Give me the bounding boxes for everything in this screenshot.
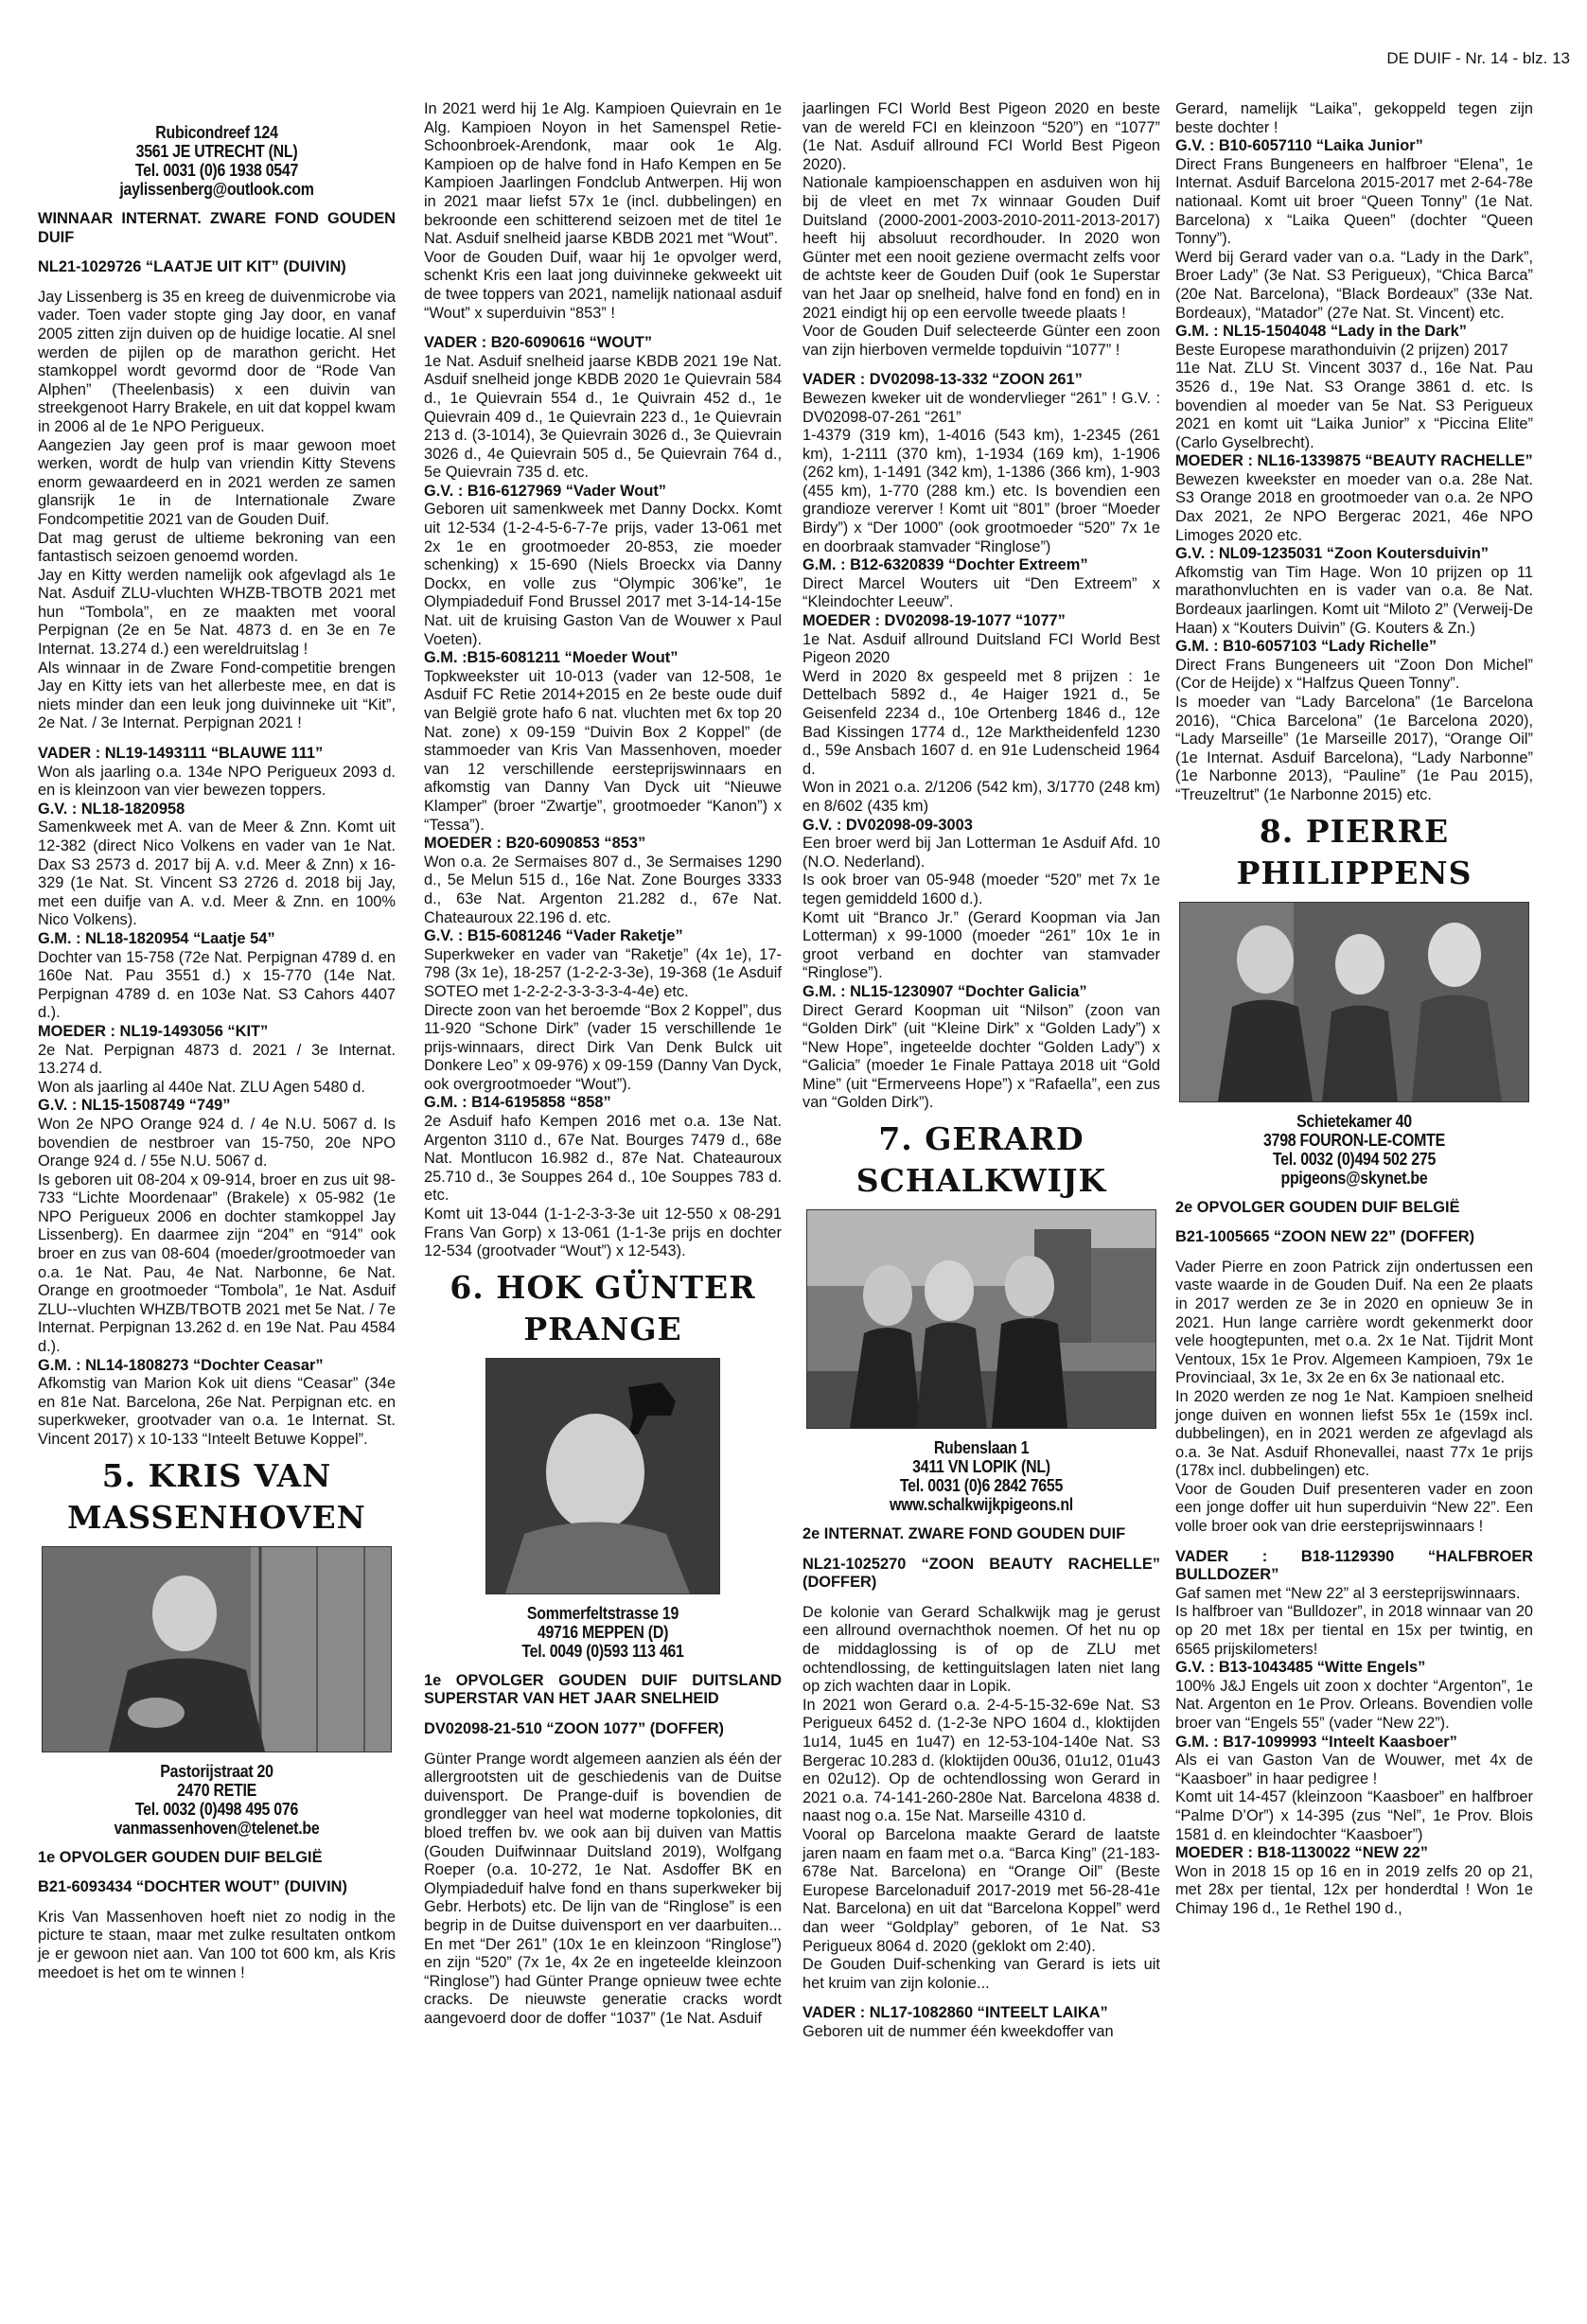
paragraph: Direct Gerard Koopman uit “Nilson” (zoon van “Golden Dirk” (uit “Kleine Dirk” x “Golden Lady”) x “New Hope”, ingeteelde dochter “Golden Lady”) x “Galicia” (moeder 1e Finale Pattaya 2018 uit “Gold Mine” (uit “Ermerveens Hope”) x “Rafaella”, een zus van “Golden Dirk”). <box>802 1001 1160 1112</box>
pedigree-gv: G.V. : B13-1043485 “Witte Engels” <box>1175 1659 1426 1677</box>
pedigree-gm: G.M. : B12-6320839 “Dochter Extreem” <box>802 556 1088 574</box>
ring-number: NL21-1025270 “ZOON BEAUTY RACHELLE” (DOFFER) <box>802 1555 1160 1592</box>
address-line: Tel. 0031 (0)6 1938 0547 <box>134 160 299 180</box>
column-1 <box>38 100 396 1982</box>
photo-pierre-philippens <box>1179 902 1529 1102</box>
paragraph: Komt uit 14-457 (kleinzoon “Kaasboer” en halfbroer “Palme D’Or”) x 14-395 (zus “Nel”, 1e Prov. Blois 1581 d. en kleindochter “Kaasboer”) <box>1175 1788 1533 1843</box>
ring-number: DV02098-21-510 “ZOON 1077” (DOFFER) <box>424 1720 725 1737</box>
page-header: DE DUIF - Nr. 14 - blz. 13 <box>1386 49 1570 67</box>
address-line: 3561 JE UTRECHT (NL) <box>135 141 298 161</box>
paragraph: 2e Nat. Perpignan 4873 d. 2021 / 3e Internat. 13.274 d. <box>38 1041 396 1078</box>
address-line: ppigeons@skynet.be <box>1280 1167 1428 1188</box>
award-title: 1e OPVOLGER GOUDEN DUIF BELGIË <box>38 1848 323 1866</box>
paragraph: Als ei van Gaston Van de Wouwer, met 4x de “Kaasboer” in haar pedigree ! <box>1175 1752 1533 1787</box>
paragraph: Jay Lissenberg is 35 en kreeg de duivenmicrobe via vader. Toen vader stopte ging Jay door, en vanaf 2005 zitten zijn duiven op de huidige locatie. Al snel werden de pijlen op de marathon gericht. Het stamkoppel wordt gevormd door de “Rode Van Alphen” (Theelenbasis) x een duivin van streekgenoot Harry Brakele, en uit dat koppel kwam in 2006 al de 1e NPO Perigueux. <box>38 288 396 435</box>
column-4 <box>1175 100 1533 1919</box>
paragraph: Aangezien Jay geen prof is maar gewoon moet werken, wordt de hulp van vriendin Kitty Stevens enorm gewaardeerd en in 2021 werden ze samen glansrijk 1e in de Internationale Zware Fondcompetitie 2021 van de Gouden Duif. <box>38 436 396 528</box>
paragraph: In 2021 werd hij 1e Alg. Kampioen Quievrain en 1e Alg. Kampioen Noyon in het Samenspel Retie-Schoonbroek-Arendonk, maar ook 1e Alg. Kampioen op de halve fond in Hafo Kempen en 5e Kampioen Jaarlingen Fondclub Antwerpen. Hij won in 2021 maar liefst 57x 1e (incl. dubbelingen) en bekroonde een schitterend seizoen met de titel 1e Nat. Asduif snelheid jaarse KBDB 2021 met “Wout”. <box>424 100 782 248</box>
pedigree-father: VADER : DV02098-13-332 “ZOON 261” <box>802 371 1083 389</box>
pedigree-father: VADER : B20-6090616 “WOUT” <box>424 334 653 352</box>
paragraph: Superkweker en vader van “Raketje” (4x 1e), 17-798 (3x 1e), 18-257 (1-2-2-3-3e), 19-368 (1e Asduif SOTEO met 1-2-2-2-3-3-3-3-4-4e) etc. <box>424 945 782 1000</box>
paragraph: Voor de Gouden Duif presenteren vader en zoon een jonge doffer uit hun superduivin “New 22”. Een volle broer ook van drie eersteprijswinnaars ! <box>1175 1480 1533 1536</box>
pedigree-gm: G.M. : B17-1099993 “Inteelt Kaasboer” <box>1175 1733 1457 1751</box>
address-line: Tel. 0031 (0)6 2842 7655 <box>899 1475 1064 1496</box>
paragraph: Afkomstig van Tim Hage. Won 10 prijzen op 11 marathonvluchten en is vader van o.a. 8e Nat. Bordeaux jaarlingen. Komt uit “Miloto 2” (Verweij-De Haan) x “Kouters Duivin” (G. Kouters & Zn.) <box>1175 563 1533 637</box>
pedigree-gv: G.V. : NL18-1820958 <box>38 800 185 818</box>
paragraph: Afkomstig van Marion Kok uit diens “Ceasar” (34e en 81e Nat. Barcelona, 26e Nat. Perpignan etc. en superkweker, grootvader van o.a. 1e Internat. St. Vincent 2017) x 10-133 “Inteelt Betuwe Koppel”. <box>38 1375 396 1448</box>
paragraph: Dochter van 15-758 (72e Nat. Perpignan 4789 d. en 160e Nat. Pau 3551 d.) x 15-770 (14e Nat. Perpignan 4789 d. en 103e Nat. S3 Cahors 4407 d.). <box>38 948 396 1022</box>
pedigree-gv: G.V. : NL15-1508749 “749” <box>38 1097 231 1115</box>
address-line: 49716 MEPPEN (D) <box>537 1621 669 1642</box>
photo-kris-van-massenhoven <box>42 1546 392 1752</box>
paragraph: Won als jaarling o.a. 134e NPO Perigueux 2093 d. en is kleinzoon van vier bewezen toppers. <box>38 763 396 800</box>
paragraph: Won in 2021 o.a. 2/1206 (542 km), 3/1770 (248 km) en 8/602 (435 km) <box>802 779 1160 815</box>
paragraph: jaarlingen FCI World Best Pigeon 2020 en beste van de wereld FCI en kleinzoon “520”) en “1077” (1e Nat. Asduif allround FCI World Best Pigeon 2020). <box>802 100 1160 173</box>
pedigree-gm: G.M. : B10-6057103 “Lady Richelle” <box>1175 638 1437 656</box>
pedigree-mother: MOEDER : B18-1130022 “NEW 22” <box>1175 1844 1428 1862</box>
paragraph: Komt uit “Branco Jr.” (Gerard Koopman via Jan Lotterman) x 99-1000 (moeder “261” 10x 1e in groot verband en dochter van stamvader “Ringlose”). <box>802 908 1160 982</box>
address-line: Schietekamer 40 <box>1296 1110 1412 1131</box>
address-line: 3411 VN LOPIK (NL) <box>912 1456 1050 1477</box>
award-title: 2e INTERNAT. ZWARE FOND GOUDEN DUIF <box>802 1525 1126 1543</box>
address-line: jaylissenberg@outlook.com <box>119 179 314 199</box>
paragraph: Won 2e NPO Orange 924 d. / 4e N.U. 5067 d. Is bovendien de nestbroer van 15-750, 20e NPO Orange 924 d. / 55e N.U. 5067 d. <box>38 1115 396 1171</box>
paragraph: Dat mag gerust de ultieme bekroning van een fantastisch seizoen genoemd worden. <box>38 529 396 566</box>
paragraph: Kris Van Massenhoven hoeft niet zo nodig in the picture te staan, maar met zulke resultaten ontkom je er gewoon niet aan. Van 100 tot 600 km, als Kris meedoet is het om te winnen ! <box>38 1908 396 1981</box>
section-heading-6: 6. HOK GÜNTER PRANGE <box>450 1268 756 1347</box>
address-line: Rubicondreef 124 <box>155 122 278 142</box>
section-heading-8: 8. PIERRE PHILIPPENS <box>1236 812 1472 891</box>
pedigree-gv: G.V. : B15-6081246 “Vader Raketje” <box>424 927 683 945</box>
paragraph: Als winnaar in de Zware Fond-competitie brengen Jay en Kitty iets van het allerbeste mee, en dat is niets minder dan een leuk jong duivinneke uit “Kit”, 2e Nat. / 3e Internat. Perpignan 2021 ! <box>38 659 396 732</box>
section-heading-5: 5. KRIS VAN MASSENHOVEN <box>67 1456 366 1536</box>
paragraph: Is geboren uit 08-204 x 09-914, broer en zus uit 98-733 “Lichte Moordenaar” (Brakele) x 05-982 (1e NPO Perigueux 2006 en dochter stamkoppel Jay Lissenberg). En daarmee zijn “204” en “914” ook broer en zus van 08-604 (moeder/grootmoeder van o.a. 1e Nat. Pau, 4e Nat. Narbonne, 6e Nat. Orange en grootmoeder “Tombola”, 1e Nat. Asduif ZLU--vluchten WHZB/TBOTB 2021 met 5e Nat. / 7e Internat. Perpignan 13.262 d. en 19e Nat. Pau 4584 d.). <box>38 1171 396 1356</box>
paragraph: Direct Marcel Wouters uit “Den Extreem” x “Kleindochter Leeuw”. <box>802 574 1160 611</box>
paragraph: Geboren uit de nummer één kweekdoffer van <box>802 2022 1114 2040</box>
photo-gunter-prange <box>485 1358 720 1594</box>
ring-number: B21-6093434 “DOCHTER WOUT” (DUIVIN) <box>38 1878 347 1896</box>
pedigree-father: VADER : NL19-1493111 “BLAUWE 111” <box>38 745 324 763</box>
pedigree-mother: MOEDER : B20-6090853 “853” <box>424 835 646 853</box>
address-line: www.schalkwijkpigeons.nl <box>890 1494 1073 1515</box>
paragraph: Komt uit 13-044 (1-1-2-3-3-3e uit 12-550 x 08-291 Frans Van Gorp) x 13-061 (1-1-3e prijs en dochter 12-534 (grootvader “Wout”) x 12-543). <box>424 1206 782 1260</box>
pedigree-gm: G.M. : NL15-1504048 “Lady in the Dark” <box>1175 323 1467 341</box>
paragraph: Günter Prange wordt algemeen aanzien als één der allergrootsten uit de geschiedenis van de Duitse duivensport. De Prange-duif is bovendien de grondlegger van heel wat moderne topkolonies, dit bloed treffen bv. we ook aan bij duiven van Mattis (Gouden Duifwinnaar Duitsland 2019), Wolfgang Roeper (o.a. 10-272, 1e Nat. Asdoffer BK en Olympiadeduif halve fond en thans superkweker bij Gebr. Herbots) etc. De lijn van de “Ringlose” is een begrip in de Duitse duivensport en ver daarbuiten... En met “Der 261” (10x 1e en kleinzoon “Ringlose”) en zijn “520” (7x 1e, 4x 2e en ingeteelde kleinzoon “Ringlose”) had Günter Prange opnieuw twee echte cracks. De nieuwste generatie cracks wordt aangevoerd door de doffer “1037” (1e Nat. Asduif <box>424 1750 782 2027</box>
address-line: 2470 RETIE <box>176 1779 257 1800</box>
pedigree-gv: G.V. : NL09-1235031 “Zoon Koutersduivin” <box>1175 545 1489 563</box>
paragraph: Won o.a. 2e Sermaises 807 d., 3e Sermaises 1290 d., 5e Melun 515 d., 16e Nat. Zone Bourges 3333 d., 63e Nat. Argenton 21.282 d., 67e Nat. Chateauroux 22.196 d. etc. <box>424 853 782 926</box>
pedigree-gm: G.M. :B15-6081211 “Moeder Wout” <box>424 649 679 667</box>
award-title: 1e OPVOLGER GOUDEN DUIF DUITSLAND SUPERSTAR VAN HET JAAR SNELHEID <box>424 1671 782 1708</box>
paragraph: Won in 2018 15 op 16 en in 2019 zelfs 20 op 21, met 28x per tiental, 12x per honderdtal ! Won 1e Chimay 196 d., 1e Rethel 190 d., <box>1175 1862 1533 1917</box>
paragraph: 1e Nat. Asduif allround Duitsland FCI World Best Pigeon 2020 <box>802 630 1160 667</box>
address-line: Pastorijstraat 20 <box>160 1760 273 1781</box>
paragraph: 100% J&J Engels uit zoon x dochter “Argenton”, 1e Nat. Argenton en 1e Prov. Orleans. Bovendien volle broer van “Engels 55” (vader “New 22”). <box>1175 1677 1533 1732</box>
paragraph: Voor de Gouden Duif selecteerde Günter een zoon van zijn hierboven vermelde topduivin “1077” ! <box>802 323 1160 359</box>
paragraph: Bewezen kweekster en moeder van o.a. 28e Nat. S3 Orange 2018 en grootmoeder van o.a. 2e NPO Dax 2021, 2e NPO Bergerac 2021, 46e NPO Limoges 2020 etc. <box>1175 470 1533 544</box>
pedigree-father: VADER : B18-1129390 “HALFBROER BULLDOZER” <box>1175 1547 1533 1584</box>
award-title: WINNAAR INTERNAT. ZWARE FOND GOUDEN DUIF <box>38 210 396 246</box>
address-line: Tel. 0032 (0)494 502 275 <box>1272 1148 1437 1169</box>
paragraph: De Gouden Duif-schenking van Gerard is iets uit het kruim van zijn kolonie... <box>802 1956 1160 1992</box>
photo-gerard-schalkwijk <box>806 1209 1156 1429</box>
address-line: Tel. 0032 (0)498 495 076 <box>134 1798 299 1819</box>
pedigree-gv: G.V. : DV02098-09-3003 <box>802 816 973 834</box>
column-3 <box>802 100 1160 2042</box>
paragraph: 2e Asduif hafo Kempen 2016 met o.a. 13e Nat. Argenton 3110 d., 67e Nat. Bourges 7479 d., 68e Nat. Montlucon 16.982 d., 87e Nat. Chateauroux 25.710 d., 3e Souppes 264 d., 10e Souppes 783 d. etc. <box>424 1113 782 1205</box>
paragraph: In 2020 werden ze nog 1e Nat. Kampioen snelheid jonge duiven en wonnen liefst 55x 1e (159x incl. dubbelingen), en in 2021 werden ze afgevlagd als o.a. 3e Nat. Asduif Rhonevallei, naast 77x 1e prijs (178x incl. dubbelingen) etc. <box>1175 1387 1533 1480</box>
pedigree-gm: G.M. : B14-6195858 “858” <box>424 1094 611 1112</box>
paragraph: 1e Nat. Asduif snelheid jaarse KBDB 2021 19e Nat. Asduif snelheid jonge KBDB 2020 1e Quievrain 584 d., 1e Quievrain 554 d., 1e Quivrain 452 d., 1e Quievrain 409 d., 1e Quievrain 223 d., 1e Quievrain 213 d. (3-1014), 3e Quievrain 3026 d., 3e Quievrain 3026 d., 4e Quievrain 505 d., 5e Quievrain 764 d., 5e Quievrain 735 d. etc. <box>424 352 782 482</box>
paragraph: De kolonie van Gerard Schalkwijk mag je gerust een allround overnachthok noemen. Of het nu op de middaglossing is of op de ZLU met ochtendlossing, de kettinguitslagen laten niet lang op zich wachten daar in Lopik. <box>802 1603 1160 1696</box>
paragraph: Gaf samen met “New 22” al 3 eersteprijswinnaars. <box>1175 1584 1521 1602</box>
paragraph: Jay en Kitty werden namelijk ook afgevlagd als 1e Nat. Asduif ZLU-vluchten WHZB-TBOTB 2021 met hun “Tombola”, en ze maakten met vooral Perpignan (2e en 5e Nat. 4873 d. en 3e en 7e Internat. 13.274 d.) een wereldruitslag ! <box>38 566 396 659</box>
paragraph: Directe zoon van het beroemde “Box 2 Koppel”, dus 11-920 “Schone Dirk” (vader 15 verschillende 1e prijs-winnaars, direct Dirk Van Denk Bulck uit Donkere Leo” x 09-976) x 09-159 (Danny Van Dyck, ook overgrootmoeder “Wout”). <box>424 1001 782 1093</box>
paragraph: Nationale kampioenschappen en asduiven won hij bij de vleet en met 7x winnaar Gouden Duif Duitsland (2000-2001-2003-2010-2011-2013-2017) heeft hij absoluut recordhouder. In 2020 won Günter met een nooit geziene overmacht zelfs voor de achtste keer de Gouden Duif (ook 1e Superstar van het Jaar op snelheid, halve fond en fond) en in 2021 eindigt hij op een eervolle tweede plaats ! <box>802 174 1160 322</box>
ring-number: NL21-1029726 “LAATJE UIT KIT” (DUIVIN) <box>38 258 346 276</box>
pedigree-gm: G.M. : NL14-1808273 “Dochter Ceasar” <box>38 1356 324 1374</box>
address-line: Rubenslaan 1 <box>933 1437 1030 1458</box>
paragraph: Beste Europese marathonduivin (2 prijzen) 2017 <box>1175 341 1508 359</box>
paragraph: Direct Frans Bungeneers uit “Zoon Don Michel” (Cor de Heijde) x “Halfzus Queen Tonny”. <box>1175 656 1533 693</box>
paragraph: Een broer werd bij Jan Lotterman 1e Asduif Afd. 10 (N.O. Nederland). <box>802 835 1160 871</box>
column-2 <box>424 100 782 2029</box>
pedigree-mother: MOEDER : DV02098-19-1077 “1077” <box>802 612 1066 630</box>
address-line: Sommerfeltstrasse 19 <box>526 1602 679 1623</box>
paragraph: 11e Nat. ZLU St. Vincent 3037 d., 16e Nat. Pau 3526 d., 19e Nat. S3 Orange 3861 d. etc. Is bovendien al moeder van 5e Nat. S3 Perigueux 2021 en komt uit “Laika Junior” x “Piccina Elite” (Carlo Gyselbrecht). <box>1175 360 1533 451</box>
paragraph: Geboren uit samenkweek met Danny Dockx. Komt uit 12-534 (1-2-4-5-6-7-7e prijs, vader 13-061 met 2x 1e en grootmoeder 20-853, zie moeder schenking) x 15-690 (Niels Broeckx via Danny Dockx, en volle zus “Olympic 306’ke”, 1e Olympiadeduif Fond Brussel 2017 met 3-14-14-15e Nat. uit de kruising Gaston Van de Wouwer x Paul Voeten). <box>424 501 782 648</box>
pedigree-mother: MOEDER : NL16-1339875 “BEAUTY RACHELLE” <box>1175 452 1533 470</box>
pedigree-gm: G.M. : NL18-1820954 “Laatje 54” <box>38 929 275 947</box>
pedigree-gm: G.M. : NL15-1230907 “Dochter Galicia” <box>802 982 1087 1000</box>
paragraph: Bewezen kweker uit de wondervlieger “261” ! G.V. : DV02098-07-261 “261” <box>802 389 1160 426</box>
paragraph: Is ook broer van 05-948 (moeder “520” met 7x 1e tegen gemiddeld 1600 d.). <box>802 872 1160 907</box>
paragraph: Vooral op Barcelona maakte Gerard de laatste jaren naam en faam met o.a. “Barca King” (21-183-678e Nat. Barcelona) en “Orange Oil” (Beste Europese Barcelonaduif 2017-2019 met 56-28-41e Nat. Barcelona) en uit dat “Barcelona Koppel” werd dan weer “Goldplay” geboren, of 1e Nat. S3 Perigueux 8064 d. 2020 (geklokt om 2:40). <box>802 1825 1160 1955</box>
paragraph: Topkweekster uit 10-013 (vader van 12-508, 1e Asduif FC Retie 2014+2015 en 2e beste oude duif van België grote hafo 6 nat. vluchten met 6x top 20 Nat. zone) x 09-159 “Duivin Box 2 Koppel” (de stammoeder van Kris Van Massenhoven, moeder van 12 verschillende eersteprijswinnaars en afkomstig van Danny Van Dyck uit “Nieuwe Klamper” (broer “Zwartje”, grootmoeder “Kanon”) x “Tessa”). <box>424 667 782 834</box>
pedigree-gv: G.V. : B16-6127969 “Vader Wout” <box>424 482 666 500</box>
award-title: 2e OPVOLGER GOUDEN DUIF BELGIË <box>1175 1198 1460 1216</box>
paragraph: Samenkweek met A. van de Meer & Znn. Komt uit 12-382 (direct Nico Volkens en vader van 1e Nat. Dax S3 2573 d. 2017 bij A. v.d. Meer & Znn) x 16-329 (1e Nat. St. Vincent S3 2726 d. 2018 bij Jay, met een duifje van A. v.d. Meer & Znn. en 100% Nico Volkens). <box>38 819 396 929</box>
paragraph: In 2021 won Gerard o.a. 2-4-5-15-32-69e Nat. S3 Perigueux 6452 d. (1-2-3e NPO 1604 d., kloktijden 1u14, 1u45 en 1u47) en 12-53-104-140e Nat. S3 Bergerac 10.283 d. (kloktijden 00u36, 01u12, 01u43 en 02u12). Op de ochtendlossing won Gerard in 2021 o.a. 74-141-260-280e Nat. Barcelona 4838 d. naast nog o.a. 15e Nat. Marseille 4310 d. <box>802 1696 1160 1825</box>
paragraph: Is halfbroer van “Bulldozer”, in 2018 winnaar van 20 op 20 met 18x per tiental en 15x per twintig, en 6565 prijskilometers! <box>1175 1603 1533 1658</box>
paragraph: Werd bij Gerard vader van o.a. “Lady in the Dark”, Broer Lady” (3e Nat. S3 Perigueux), “Chica Barca” (20e Nat. Barcelona), “Black Bordeaux” (33e Nat. Bordeaux), “Matador” (27e Nat. St. Vincent) etc. <box>1175 248 1533 322</box>
paragraph: Voor de Gouden Duif, waar hij 1e opvolger werd, schenkt Kris een laat jong duivinneke gekweekt uit de twee toppers van 2021, namelijk nationaal asduif “Wout” x superduivin “853” ! <box>424 248 782 322</box>
paragraph: Won als jaarling al 440e Nat. ZLU Agen 5480 d. <box>38 1078 365 1096</box>
pedigree-father: VADER : NL17-1082860 “INTEELT LAIKA” <box>802 2004 1108 2022</box>
pedigree-gv: G.V. : B10-6057110 “Laika Junior” <box>1175 137 1423 155</box>
address-line: 3798 FOURON-LE-COMTE <box>1263 1129 1445 1150</box>
paragraph: Is moeder van “Lady Barcelona” (1e Barcelona 2016), “Chica Barcelona” (1e Barcelona 2020), “Lady Marseille” (1e Marseille 2017), “Orange Oil” (1e Internat. Asduif Barcelona), “Lady Narbonne” (1e Narbonne 2013), “Pauline” (1e Pau 2015), “Treuzeltrut” (1e Narbonne 2015) etc. <box>1175 694 1533 803</box>
address-line: Tel. 0049 (0)593 113 461 <box>521 1640 684 1661</box>
ring-number: B21-1005665 “ZOON NEW 22” (DOFFER) <box>1175 1228 1475 1246</box>
paragraph: 1-4379 (319 km), 1-4016 (543 km), 1-2345 (261 km), 1-2111 (370 km), 1-1934 (169 km), 1-1906 (262 km), 1-1491 (342 km), 1-1386 (366 km), 1-903 (455 km), 1-770 (288 km.) etc. Is bovendien een grandioze vererver ! Komt uit “801” (broer “Moeder Birdy”) x “Der 1000” (ook grootmoeder “520” 7x 1e en doorbraak stamvader “Ringlose”) <box>802 427 1160 555</box>
paragraph: Werd in 2020 8x gespeeld met 8 prijzen : 1e Dettelbach 5892 d., 4e Haiger 1921 d., 5e Geisenfeld 2234 d., 10e Ortenberg 1846 d., 12e Bad Kissingen 1774 d., 12e Marktheidenfeld 1230 d., 59e Ansbach 1607 d. en 91e Ludenscheid 1964 d. <box>802 667 1160 778</box>
section-heading-7: 7. GERARD SCHALKWIJK <box>855 1120 1107 1200</box>
paragraph: Gerard, namelijk “Laika”, gekoppeld tegen zijn beste dochter ! <box>1175 100 1533 136</box>
paragraph: Direct Frans Bungeneers en halfbroer “Elena”, 1e Internat. Asduif Barcelona 2015-2017 met 2-64-78e nationaal. Komt uit broer “Queen Tonny” (1e Nat. Barcelona) x “Laika Queen” (dochter “Queen Tonny”). <box>1175 155 1533 248</box>
pedigree-mother: MOEDER : NL19-1493056 “KIT” <box>38 1022 269 1040</box>
address-line: vanmassenhoven@telenet.be <box>114 1817 320 1838</box>
paragraph: Vader Pierre en zoon Patrick zijn ondertussen een vaste waarde in de Gouden Duif. Na een 2e plaats in 2017 werden ze 3e in 2020 en opnieuw 3e in 2021. Hun lange carrière wordt gekenmerkt door vele hoogtepunten, met o.a. 2x 1e Nat. Tijdrit Mont Ventoux, 15x 1e Prov. Algemeen Kampioen, 79x 1e Provinciaal, 3x 1e, 3x 2e en 6x 3e nationaal etc. <box>1175 1258 1533 1387</box>
